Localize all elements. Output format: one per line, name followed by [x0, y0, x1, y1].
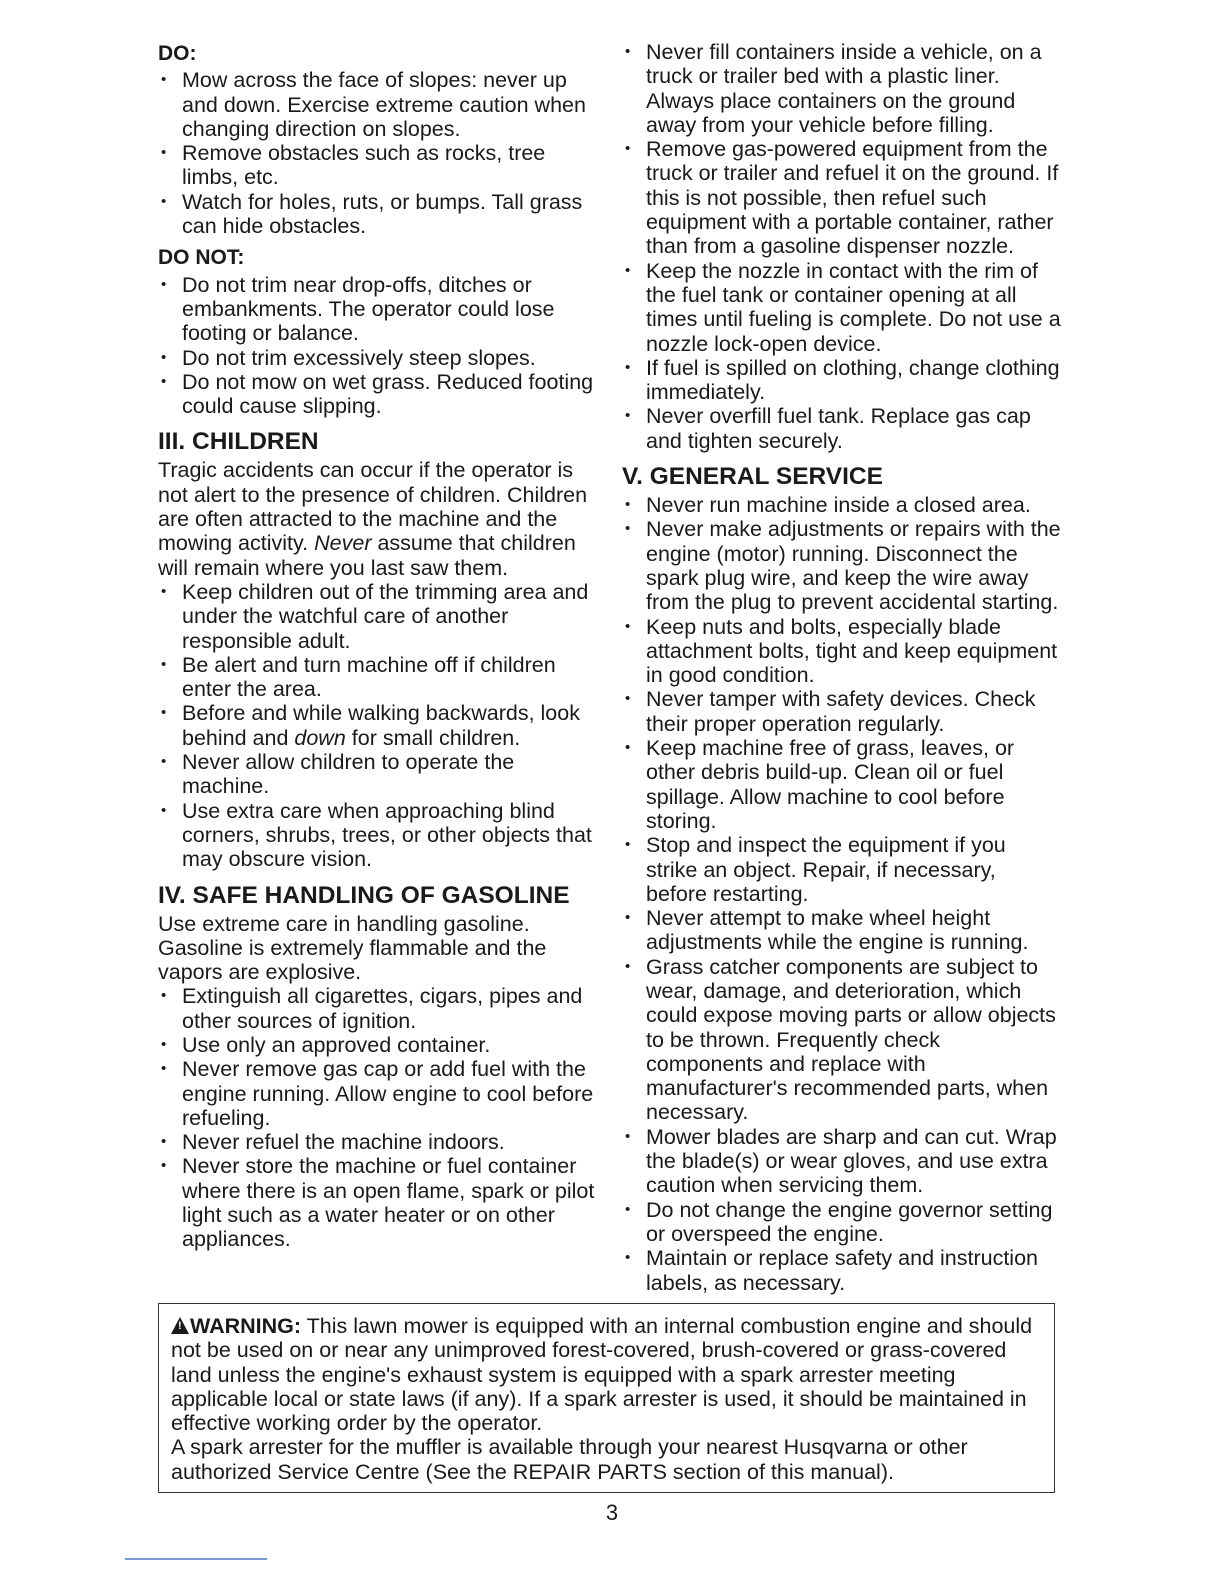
list-item: • Never remove gas cap or add fuel with the engine running. Allow engine to cool before refueling. — [158, 1057, 598, 1130]
page-number: 3 — [605, 1500, 619, 1525]
list-item: • Never make adjustments or repairs with the engine (motor) running. Disconnect the spark plug wire, and keep the wire away from the plug to prevent accidental starting. — [622, 517, 1062, 614]
list-item: • Before and while walking backwards, look behind and down for small children. — [158, 701, 598, 750]
list-item: • Do not mow on wet grass. Reduced footing could cause slipping. — [158, 370, 598, 419]
list-item: • Do not trim excessively steep slopes. — [158, 346, 598, 370]
gasoline-list-continued — [622, 40, 1062, 453]
do-not-list — [158, 273, 598, 419]
list-item: • Do not change the engine governor setting or overspeed the engine. — [622, 1198, 1062, 1247]
list-item: • Use extra care when approaching blind corners, shrubs, trees, or other objects that may obscure vision. — [158, 799, 598, 872]
gasoline-list — [158, 984, 598, 1251]
warning-triangle-icon — [171, 1317, 189, 1334]
spark-arrester-note: A spark arrester for the muffler is available through your nearest Husqvarna or other authorized Service Centre (See the REPAIR PARTS section of this manual). — [171, 1435, 968, 1484]
list-item: • Maintain or replace safety and instruction labels, as necessary. — [622, 1246, 1062, 1295]
list-item: • Mow across the face of slopes: never up and down. Exercise extreme caution when changing direction on slopes. — [158, 68, 598, 141]
warning-paragraph — [171, 1314, 1042, 1435]
do-not-heading: DO NOT: — [158, 246, 245, 270]
children-section-title: III. CHILDREN — [158, 428, 319, 456]
list-item: • Never overfill fuel tank. Replace gas cap and tighten securely. — [622, 404, 1062, 453]
list-item: • Grass catcher components are subject to wear, damage, and deterioration, which could expose moving parts or allow objects to be thrown. Frequently check components and replace with manufacturer's recommended parts, when necessary. — [622, 955, 1062, 1125]
do-heading: DO: — [158, 42, 197, 65]
list-item: • Keep children out of the trimming area and under the watchful care of another responsible adult. — [158, 580, 598, 653]
general-service-section-title: V. GENERAL SERVICE — [622, 463, 883, 491]
list-item: • Use only an approved container. — [158, 1033, 598, 1057]
list-item: • Keep nuts and bolts, especially blade attachment bolts, tight and keep equipment in good condition. — [622, 615, 1062, 688]
list-item: • Be alert and turn machine off if children enter the area. — [158, 653, 598, 702]
list-item: • Watch for holes, ruts, or bumps. Tall grass can hide obstacles. — [158, 190, 598, 239]
list-item: • Stop and inspect the equipment if you strike an object. Repair, if necessary, before restarting. — [622, 833, 1062, 906]
warning-box — [158, 1303, 1055, 1493]
list-item: • Never run machine inside a closed area. — [622, 493, 1062, 517]
list-item: • Remove gas-powered equipment from the truck or trailer and refuel it on the ground. If this is not possible, then refuel such equipment with a portable container, rather than from a gasoline dispenser nozzle. — [622, 137, 1062, 258]
do-list — [158, 68, 598, 238]
list-item: • Never fill containers inside a vehicle, on a truck or trailer bed with a plastic liner. Always place containers on the ground away from your vehicle before filling. — [622, 40, 1062, 137]
list-item: • Keep the nozzle in contact with the rim of the fuel tank or container opening at all times until fueling is complete. Do not use a nozzle lock-open device. — [622, 259, 1062, 356]
list-item: • Extinguish all cigarettes, cigars, pipes and other sources of ignition. — [158, 984, 598, 1033]
list-item: • Do not trim near drop-offs, ditches or embankments. The operator could lose footing or balance. — [158, 273, 598, 346]
children-list — [158, 580, 598, 872]
list-item: • Never allow children to operate the machine. — [158, 750, 598, 799]
gasoline-section-title: IV. SAFE HANDLING OF GASOLINE — [158, 881, 570, 909]
list-item: • Never refuel the machine indoors. — [158, 1130, 598, 1154]
general-service-list — [622, 493, 1062, 1295]
footer-divider — [125, 1558, 267, 1560]
children-intro: Tragic accidents can occur if the operator is not alert to the presence of children. Children are often attracted to the machine and the mowing activity. Never assume that children will remain where you last saw them. — [158, 458, 588, 580]
warning-label: WARNING: — [190, 1314, 302, 1338]
list-item: • Never tamper with safety devices. Check their proper operation regularly. — [622, 687, 1062, 736]
left-column — [158, 40, 598, 1252]
list-item: • Never attempt to make wheel height adjustments while the engine is running. — [622, 906, 1062, 955]
right-column — [622, 40, 1062, 1295]
gasoline-intro: Use extreme care in handling gasoline. Gasoline is extremely flammable and the vapors are explosive. — [158, 911, 547, 985]
list-item: • Keep machine free of grass, leaves, or other debris build-up. Clean oil or fuel spillage. Allow machine to cool before storing. — [622, 736, 1062, 833]
list-item: • If fuel is spilled on clothing, change clothing immediately. — [622, 356, 1062, 405]
warning-text: This lawn mower is equipped with an internal combustion engine and should not be used on or near any unimproved forest-covered, brush-covered or grass-covered land unless the engine's exhaust system is equipped with a spark arrester meeting applicable local or state laws (if any). If a spark arrester is used, it should be maintained in effective working order by the operator. — [171, 1314, 1033, 1436]
list-item: • Remove obstacles such as rocks, tree limbs, etc. — [158, 141, 598, 190]
list-item: • Never store the machine or fuel container where there is an open flame, spark or pilot light such as a water heater or on other appliances. — [158, 1154, 598, 1251]
list-item: • Mower blades are sharp and can cut. Wrap the blade(s) or wear gloves, and use extra caution when servicing them. — [622, 1125, 1062, 1198]
